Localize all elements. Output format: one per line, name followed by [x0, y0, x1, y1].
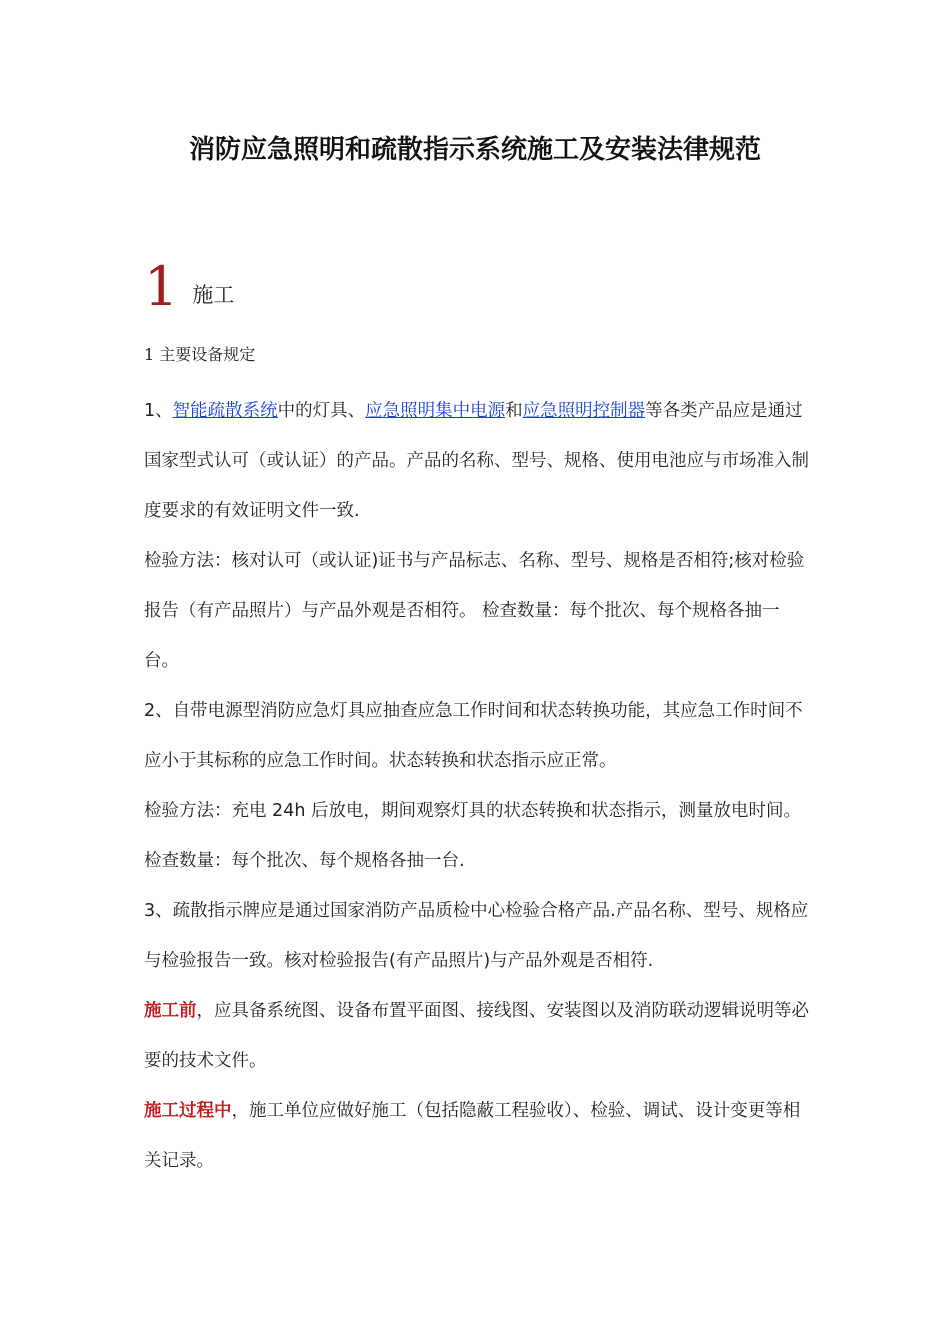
- item-1-inspection: 检验方法：核对认可（或认证)证书与产品标志、名称、型号、规格是否相符;核对检验报告（有产品照片）与产品外观是否相符。 检查数量：每个批次、每个规格各抽一台。: [144, 551, 805, 671]
- link-emergency-central-power[interactable]: 应急照明集中电源: [365, 401, 506, 421]
- item-1-prefix: 1、: [144, 401, 173, 421]
- before-construction-label: 施工前: [144, 1001, 197, 1021]
- item-3-paragraph: 3、疏散指示牌应是通过国家消防产品质检中心检验合格产品.产品名称、型号、规格应与检验报告一致。核对检验报告(有产品照片)与产品外观是否相符.: [144, 901, 809, 971]
- during-construction-text: ，施工单位应做好施工（包括隐蔽工程验收）、检验、调试、设计变更等相关记录。: [144, 1101, 801, 1171]
- section-name: 施工: [192, 283, 235, 307]
- link-emergency-lighting-controller[interactable]: 应急照明控制器: [522, 401, 646, 421]
- item-1-text-2: 和: [505, 401, 523, 421]
- document-title: 消防应急照明和疏散指示系统施工及安装法律规范: [188, 135, 761, 165]
- during-construction-label: 施工过程中: [144, 1101, 232, 1121]
- item-1-text-1: 中的灯具、: [277, 401, 366, 421]
- during-construction-paragraph: [144, 1086, 814, 1186]
- section-heading: [144, 252, 234, 316]
- before-construction-text: ，应具备系统图、设备布置平面图、接线图、安装图以及消防联动逻辑说明等必要的技术文件。: [144, 1001, 809, 1071]
- section-number: 1: [144, 255, 179, 318]
- item-2-inspection: 检验方法：充电 24h 后放电，期间观察灯具的状态转换和状态指示，测量放电时间。 检查数量：每个批次、每个规格各抽一台.: [144, 801, 801, 871]
- link-smart-evacuation-system[interactable]: 智能疏散系统: [172, 401, 278, 421]
- subheading-main-equipment: 1 主要设备规定: [144, 345, 256, 364]
- before-construction-paragraph: [144, 986, 814, 1086]
- item-1-text-3: 等各类产品应是通过国家型式认可（或认证）的产品。产品的名称、型号、规格、使用电池应与市场准入制度要求的有效证明文件一致.: [144, 401, 809, 521]
- item-2-paragraph: 2、自带电源型消防应急灯具应抽查应急工作时间和状态转换功能，其应急工作时间不应小于其标称的应急工作时间。状态转换和状态指示应正常。: [144, 701, 803, 771]
- item-1-paragraph: [144, 386, 814, 536]
- body-text: [144, 386, 814, 1186]
